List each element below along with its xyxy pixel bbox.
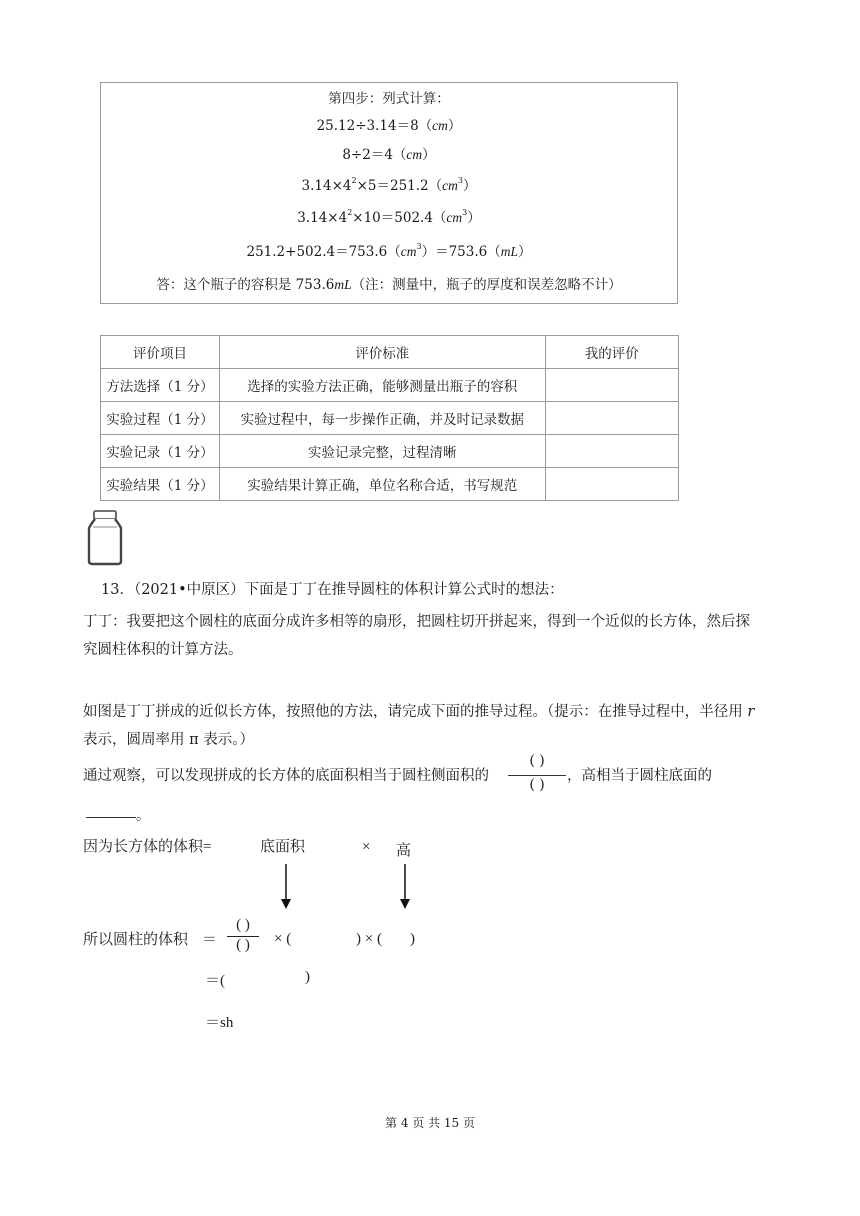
times-open-bracket: ) × (: [356, 931, 382, 947]
blank-fraction[interactable]: [508, 753, 566, 799]
sentence-period: 。: [136, 808, 151, 824]
jar-icon: [84, 508, 126, 566]
table-cell: 实验记录（1 分）: [101, 435, 220, 468]
calc-line-1: 25.12÷3.14＝8（cm）: [316, 118, 462, 134]
derivation-line-1-label: 因为长方体的体积=: [83, 839, 212, 855]
table-header-cell: 评价项目: [101, 336, 220, 369]
fraction-numerator: ( ): [236, 917, 250, 933]
fraction-bar: [508, 775, 566, 776]
close-bracket: ): [410, 931, 415, 947]
times-sign: ×: [362, 839, 371, 855]
table-cell[interactable]: [545, 369, 678, 402]
equals-open-bracket: ＝(: [205, 973, 225, 989]
table-row: [101, 369, 679, 402]
calc-heading: 第四步：列式计算：: [328, 91, 450, 107]
page-footer: 第 4 页 共 15 页: [385, 1116, 475, 1130]
calc-line-3: $3.14\times 4^2\times 5=251.2(cm^3)$: [301, 176, 477, 194]
question-paragraph-line: 究圆柱体积的计算方法。: [83, 642, 243, 658]
derivation-line-2-label: 所以圆柱的体积: [83, 932, 189, 948]
table-cell: 选择的实验方法正确，能够测量出瓶子的容积: [219, 369, 545, 402]
answer-blank[interactable]: [86, 817, 136, 818]
question-paragraph-line: 丁丁：我要把这个圆柱的底面分成许多相等的扇形，把圆柱切开拼起来，得到一个近似的长方体，然后探: [83, 614, 750, 630]
table-header-row: [101, 336, 679, 369]
table-row: [101, 435, 679, 468]
fill-sentence-start: 通过观察，可以发现拼成的长方体的底面积相当于圆柱侧面积的: [83, 768, 489, 784]
table-header-cell: 我的评价: [545, 336, 678, 369]
table-cell: 方法选择（1 分）: [101, 369, 220, 402]
fraction-numerator: ( ): [529, 753, 545, 769]
height-label: 高: [396, 843, 412, 859]
calc-line-2: 8÷2＝4（cm）: [342, 147, 436, 163]
table-cell[interactable]: [545, 435, 678, 468]
table-row: [101, 468, 679, 501]
calc-answer: 答：这个瓶子的容积是 753.6mL（注：测量中，瓶子的厚度和误差忽略不计）: [156, 277, 622, 293]
table-header-cell: 评价标准: [219, 336, 545, 369]
arrow-down-icon: [398, 864, 412, 910]
arrow-down-icon: [279, 864, 293, 910]
fraction-denominator: ( ): [236, 937, 250, 953]
fraction-denominator: ( ): [529, 777, 545, 793]
base-area-label: 底面积: [260, 839, 306, 855]
equals-sign: ＝: [202, 932, 218, 948]
calc-line-5: $251.2+502.4=753.6(cm^3)=753.6(mL)$: [246, 242, 532, 260]
table-cell: 实验结果（1 分）: [101, 468, 220, 501]
table-cell: 实验记录完整，过程清晰: [219, 435, 545, 468]
times-open-bracket: × (: [274, 931, 292, 947]
question-paragraph-line: 如图是丁丁拼成的近似长方体，按照他的方法，请完成下面的推导过程。（提示：在推导过程中，半径用 r: [83, 704, 755, 720]
table-cell: 实验结果计算正确，单位名称合适，书写规范: [219, 468, 545, 501]
formula-result: ＝sh: [205, 1015, 234, 1031]
table-cell: 实验过程（1 分）: [101, 402, 220, 435]
table-cell[interactable]: [545, 468, 678, 501]
calculation-box: [100, 82, 678, 304]
calc-line-4: $3.14\times 4^2\times 10=502.4(cm^3)$: [297, 208, 481, 226]
evaluation-table: [100, 335, 679, 501]
blank-fraction[interactable]: [226, 917, 260, 957]
fill-sentence-end: ，高相当于圆柱底面的: [567, 768, 712, 784]
table-cell[interactable]: [545, 402, 678, 435]
table-row: [101, 402, 679, 435]
table-cell: 实验过程中，每一步操作正确，并及时记录数据: [219, 402, 545, 435]
close-bracket: ): [305, 969, 310, 985]
question-title: 13．（2021•中原区）下面是丁丁在推导圆柱的体积计算公式时的想法：: [101, 582, 564, 598]
question-paragraph-line: 表示，圆周率用 π 表示。）: [83, 732, 254, 748]
